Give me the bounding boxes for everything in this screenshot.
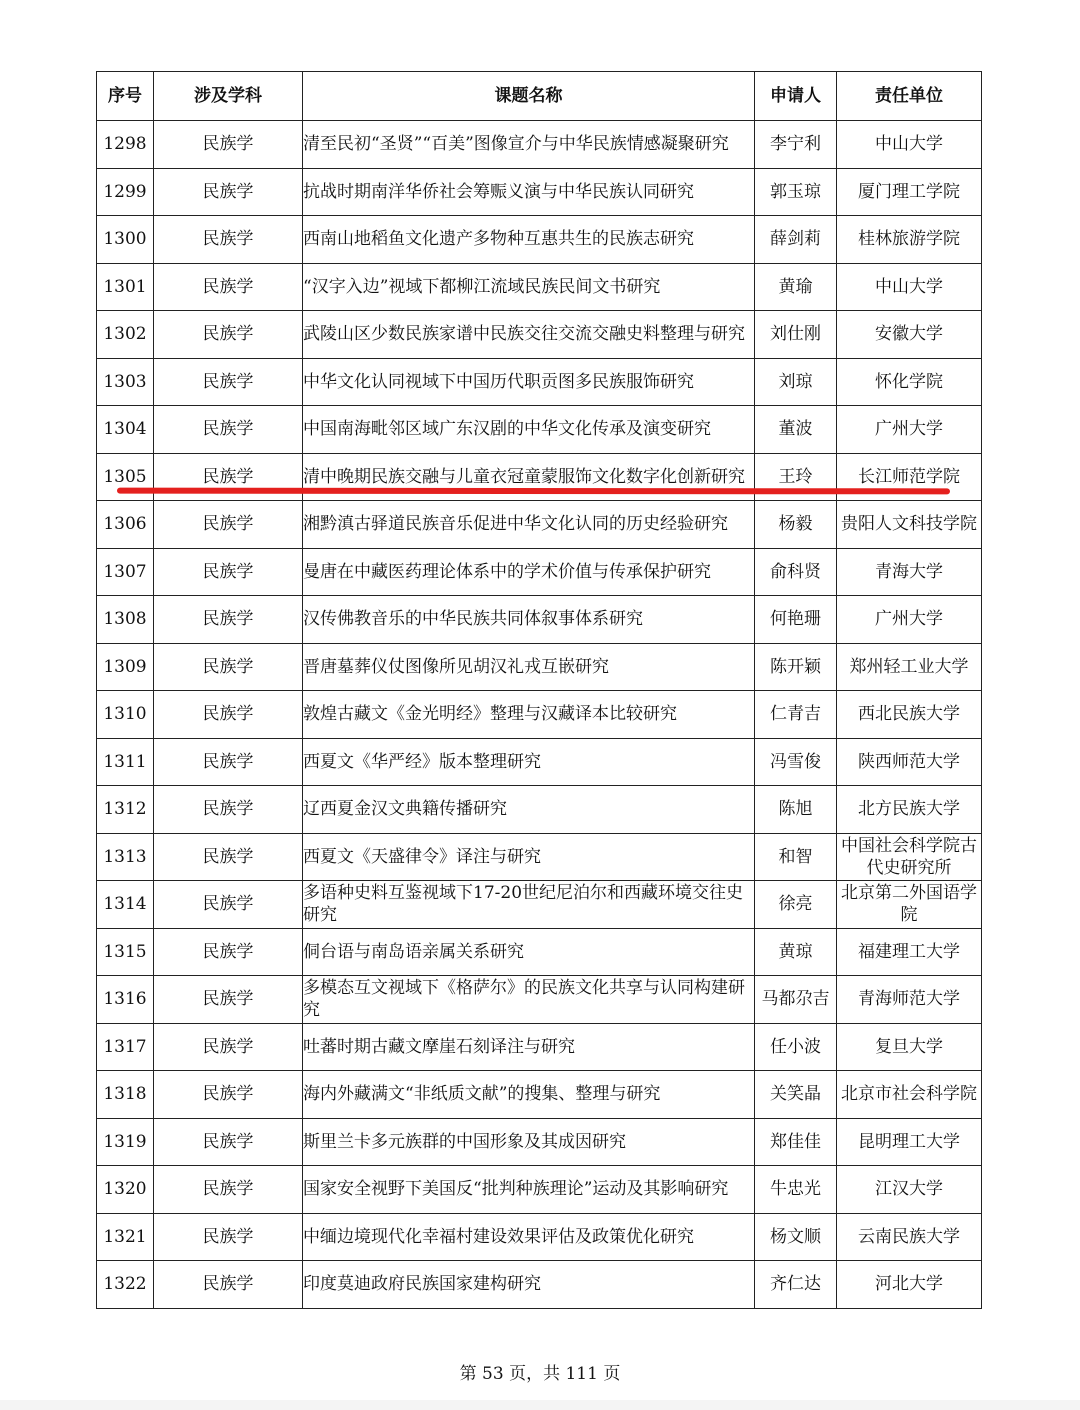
red-underline-highlight	[117, 488, 950, 495]
project-table	[96, 71, 982, 1309]
table-row	[97, 1118, 982, 1166]
row-serial: 1307	[97, 548, 154, 596]
table-row	[97, 1023, 982, 1071]
row-subject: 民族学	[154, 216, 303, 264]
row-unit: 桂林旅游学院	[837, 216, 982, 264]
row-serial: 1304	[97, 406, 154, 454]
row-subject: 民族学	[154, 121, 303, 169]
row-unit: 中山大学	[837, 263, 982, 311]
table-row	[97, 976, 982, 1024]
row-subject: 民族学	[154, 501, 303, 549]
row-applicant: 黄琼	[755, 928, 837, 976]
table-row	[97, 881, 982, 929]
row-unit: 中国社会科学院古代史研究所	[837, 833, 982, 881]
row-unit: 昆明理工大学	[837, 1118, 982, 1166]
header-unit: 责任单位	[837, 72, 982, 121]
row-subject: 民族学	[154, 311, 303, 359]
row-title: 中国南海毗邻区域广东汉剧的中华文化传承及演变研究	[303, 406, 755, 454]
table-row	[97, 833, 982, 881]
row-unit: 安徽大学	[837, 311, 982, 359]
header-applicant: 申请人	[755, 72, 837, 121]
row-serial: 1303	[97, 358, 154, 406]
row-serial: 1299	[97, 168, 154, 216]
table-row	[97, 928, 982, 976]
row-applicant: 陈旭	[755, 786, 837, 834]
row-subject: 民族学	[154, 738, 303, 786]
row-subject: 民族学	[154, 928, 303, 976]
row-serial: 1305	[97, 453, 154, 501]
row-title: 西夏文《华严经》版本整理研究	[303, 738, 755, 786]
row-unit: 郑州轻工业大学	[837, 643, 982, 691]
row-serial: 1322	[97, 1261, 154, 1309]
row-subject: 民族学	[154, 691, 303, 739]
row-unit: 怀化学院	[837, 358, 982, 406]
table-row	[97, 691, 982, 739]
row-subject: 民族学	[154, 1023, 303, 1071]
row-serial: 1306	[97, 501, 154, 549]
row-subject: 民族学	[154, 976, 303, 1024]
header-serial: 序号	[97, 72, 154, 121]
table-row	[97, 168, 982, 216]
row-subject: 民族学	[154, 1071, 303, 1119]
page-footer	[0, 1359, 1080, 1384]
row-serial: 1314	[97, 881, 154, 929]
table-row	[97, 358, 982, 406]
table-row	[97, 1071, 982, 1119]
row-applicant: 刘琼	[755, 358, 837, 406]
row-unit: 北京市社会科学院	[837, 1071, 982, 1119]
row-applicant: 齐仁达	[755, 1261, 837, 1309]
table-body	[97, 121, 982, 1309]
row-applicant: 牛忠光	[755, 1166, 837, 1214]
table-header-row	[97, 72, 982, 121]
row-applicant: 郭玉琼	[755, 168, 837, 216]
row-title: 吐蕃时期古藏文摩崖石刻译注与研究	[303, 1023, 755, 1071]
row-unit: 北方民族大学	[837, 786, 982, 834]
row-unit: 青海大学	[837, 548, 982, 596]
row-title: 西夏文《天盛律令》译注与研究	[303, 833, 755, 881]
row-serial: 1310	[97, 691, 154, 739]
row-serial: 1298	[97, 121, 154, 169]
row-unit: 复旦大学	[837, 1023, 982, 1071]
row-unit: 贵阳人文科技学院	[837, 501, 982, 549]
bottom-edge	[0, 1400, 1080, 1410]
table-row	[97, 786, 982, 834]
table-row	[97, 1261, 982, 1309]
table-row	[97, 311, 982, 359]
row-applicant: 杨文顺	[755, 1213, 837, 1261]
row-applicant: 俞科贤	[755, 548, 837, 596]
row-unit: 广州大学	[837, 406, 982, 454]
row-unit: 云南民族大学	[837, 1213, 982, 1261]
row-subject: 民族学	[154, 548, 303, 596]
row-subject: 民族学	[154, 1166, 303, 1214]
table-row	[97, 121, 982, 169]
row-applicant: 陈开颖	[755, 643, 837, 691]
row-subject: 民族学	[154, 643, 303, 691]
row-applicant: 董波	[755, 406, 837, 454]
row-serial: 1300	[97, 216, 154, 264]
row-serial: 1315	[97, 928, 154, 976]
table-row	[97, 263, 982, 311]
row-subject: 民族学	[154, 406, 303, 454]
row-title: 清至民初“圣贤”“百美”图像宣介与中华民族情感凝聚研究	[303, 121, 755, 169]
row-applicant: 任小波	[755, 1023, 837, 1071]
row-title: 多模态互文视域下《格萨尔》的民族文化共享与认同构建研究	[303, 976, 755, 1024]
row-title: 侗台语与南岛语亲属关系研究	[303, 928, 755, 976]
table-row	[97, 596, 982, 644]
row-title: 辽西夏金汉文典籍传播研究	[303, 786, 755, 834]
page-number-text: 第 53 页，共 111 页	[459, 1364, 621, 1384]
row-applicant: 马都尕吉	[755, 976, 837, 1024]
row-subject: 民族学	[154, 1213, 303, 1261]
row-applicant: 关笑晶	[755, 1071, 837, 1119]
row-title: “汉字入边”视域下都柳江流域民族民间文书研究	[303, 263, 755, 311]
row-serial: 1309	[97, 643, 154, 691]
row-title: 国家安全视野下美国反“批判种族理论”运动及其影响研究	[303, 1166, 755, 1214]
row-serial: 1321	[97, 1213, 154, 1261]
row-unit: 福建理工大学	[837, 928, 982, 976]
row-applicant: 和智	[755, 833, 837, 881]
row-unit: 中山大学	[837, 121, 982, 169]
row-unit: 青海师范大学	[837, 976, 982, 1024]
row-applicant: 何艳珊	[755, 596, 837, 644]
row-applicant: 薛剑莉	[755, 216, 837, 264]
row-serial: 1316	[97, 976, 154, 1024]
row-subject: 民族学	[154, 263, 303, 311]
row-serial: 1302	[97, 311, 154, 359]
row-serial: 1301	[97, 263, 154, 311]
table-row	[97, 548, 982, 596]
row-serial: 1313	[97, 833, 154, 881]
row-title: 晋唐墓葬仪仗图像所见胡汉礼戎互嵌研究	[303, 643, 755, 691]
row-applicant: 冯雪俊	[755, 738, 837, 786]
row-unit: 陕西师范大学	[837, 738, 982, 786]
header-title: 课题名称	[303, 72, 755, 121]
row-applicant: 王玲	[755, 453, 837, 501]
row-subject: 民族学	[154, 1118, 303, 1166]
row-subject: 民族学	[154, 358, 303, 406]
row-title: 曼唐在中藏医药理论体系中的学术价值与传承保护研究	[303, 548, 755, 596]
table-row	[97, 501, 982, 549]
row-applicant: 徐亮	[755, 881, 837, 929]
table-row	[97, 216, 982, 264]
row-applicant: 郑佳佳	[755, 1118, 837, 1166]
table-row	[97, 1213, 982, 1261]
row-unit: 广州大学	[837, 596, 982, 644]
row-serial: 1318	[97, 1071, 154, 1119]
row-unit: 西北民族大学	[837, 691, 982, 739]
row-title: 印度莫迪政府民族国家建构研究	[303, 1261, 755, 1309]
row-title: 中华文化认同视域下中国历代职贡图多民族服饰研究	[303, 358, 755, 406]
table-row	[97, 406, 982, 454]
row-applicant: 仁青吉	[755, 691, 837, 739]
row-serial: 1312	[97, 786, 154, 834]
row-subject: 民族学	[154, 453, 303, 501]
row-serial: 1320	[97, 1166, 154, 1214]
row-unit: 江汉大学	[837, 1166, 982, 1214]
row-title: 海内外藏满文“非纸质文献”的搜集、整理与研究	[303, 1071, 755, 1119]
row-subject: 民族学	[154, 786, 303, 834]
row-unit: 厦门理工学院	[837, 168, 982, 216]
row-subject: 民族学	[154, 833, 303, 881]
row-applicant: 杨毅	[755, 501, 837, 549]
row-unit: 长江师范学院	[837, 453, 982, 501]
row-unit: 北京第二外国语学院	[837, 881, 982, 929]
row-subject: 民族学	[154, 1261, 303, 1309]
row-title: 斯里兰卡多元族群的中国形象及其成因研究	[303, 1118, 755, 1166]
row-serial: 1311	[97, 738, 154, 786]
row-title: 敦煌古藏文《金光明经》整理与汉藏译本比较研究	[303, 691, 755, 739]
row-subject: 民族学	[154, 881, 303, 929]
row-title: 多语种史料互鉴视域下17-20世纪尼泊尔和西藏环境交往史研究	[303, 881, 755, 929]
table-row	[97, 643, 982, 691]
row-serial: 1317	[97, 1023, 154, 1071]
row-title: 汉传佛教音乐的中华民族共同体叙事体系研究	[303, 596, 755, 644]
row-title: 武陵山区少数民族家谱中民族交往交流交融史料整理与研究	[303, 311, 755, 359]
row-applicant: 刘仕刚	[755, 311, 837, 359]
row-unit: 河北大学	[837, 1261, 982, 1309]
row-title: 清中晚期民族交融与儿童衣冠童蒙服饰文化数字化创新研究	[303, 453, 755, 501]
row-serial: 1308	[97, 596, 154, 644]
table-row	[97, 738, 982, 786]
row-title: 湘黔滇古驿道民族音乐促进中华文化认同的历史经验研究	[303, 501, 755, 549]
row-serial: 1319	[97, 1118, 154, 1166]
row-subject: 民族学	[154, 596, 303, 644]
table-row	[97, 1166, 982, 1214]
row-title: 中缅边境现代化幸福村建设效果评估及政策优化研究	[303, 1213, 755, 1261]
row-applicant: 李宁利	[755, 121, 837, 169]
header-subject: 涉及学科	[154, 72, 303, 121]
row-title: 抗战时期南洋华侨社会筹赈义演与中华民族认同研究	[303, 168, 755, 216]
row-applicant: 黄瑜	[755, 263, 837, 311]
row-title: 西南山地稻鱼文化遗产多物种互惠共生的民族志研究	[303, 216, 755, 264]
row-subject: 民族学	[154, 168, 303, 216]
